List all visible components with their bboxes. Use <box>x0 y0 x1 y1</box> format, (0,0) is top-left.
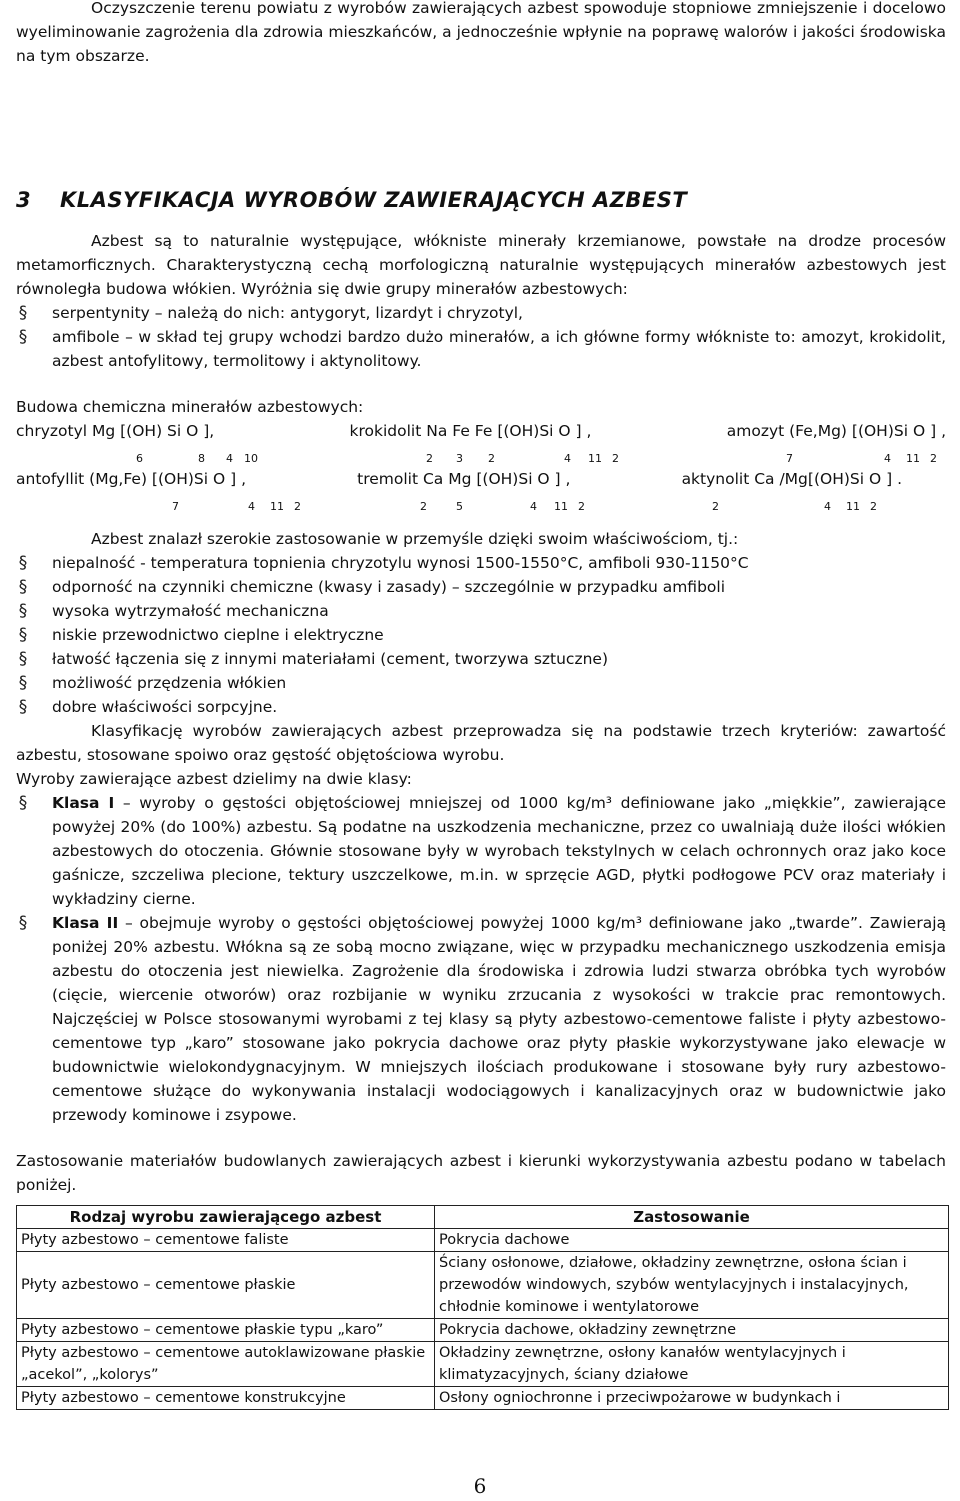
list-item: § łatwość łączenia się z innymi materiałami (cement, tworzywa sztuczne) <box>16 647 946 671</box>
class-2-text: – obejmuje wyroby o gęstości objętościowej powyżej 1000 kg/m³ definiowane jako „twarde”. Zawierają poniżej 20% azbestu. Włókna są ze sobą mocno związane, więc w przypadku mechanicznego uszkodzenia emisja azbestu do otoczenia jest niewielka. Zagrożenie dla środowiska i zdrowia ludzi stwarza obróbka tych wyrobów (cięcie, wiercenie otworów) oraz rozbijanie w wyniku zrzucania z wysokości w trakcie prac remontowych. Najczęściej w Polsce stosowanymi wyrobami z tej klasy są płyty azbestowo-cementowe faliste i płyty azbestowo-cementowe typ „karo” stosowane jako pokrycia dachowe oraz płyty płaskie wykorzystywane jako elewacje w budownictwie wielokondygnacyjnym. W mniejszych ilościach produkowane i stosowane były rury azbestowo-cementowe służące do wykonywania instalacji wodociągowych i kanalizacyjnych oraz w budownictwie jako przewody kominowe i zsypowe. <box>52 914 947 1124</box>
formula-actinolite: aktynolit Ca /Mg[(OH)Si O ] . <box>681 470 902 488</box>
mineral-groups-list <box>16 301 946 373</box>
bullet-icon: § <box>18 553 28 573</box>
bullet-icon: § <box>18 697 28 717</box>
chemical-structure-heading: Budowa chemiczna minerałów azbestowych: <box>16 398 364 416</box>
bullet-icon: § <box>18 793 28 813</box>
class-1-label: Klasa I <box>52 794 115 812</box>
table-row: Płyty azbestowo – cementowe płaskie Ściany osłonowe, działowe, okładziny zewnętrzne, osłona ścian i przewodów windowych, szybów wentylacyjnych i instalacyjnych, chłodnie kominowe i wentylatorowe <box>17 1252 949 1319</box>
section-title: KLASYFIKACJA WYROBÓW ZAWIERAJĄCYCH AZBEST <box>60 188 688 212</box>
uses-intro: Azbest znalazł szerokie zastosowanie w przemyśle dzięki swoim właściwościom, tj.: <box>91 530 739 548</box>
list-item: § amfibole – w skład tej grupy wchodzi bardzo dużo minerałów, a ich główne formy włókniste to: amozyt, krokidolit, azbest antofylitowy, termolitowy i aktynolitowy. <box>16 325 946 373</box>
formula-line-1 <box>16 419 946 443</box>
bullet-icon: § <box>18 913 28 933</box>
bullet-icon: § <box>18 673 28 693</box>
column-header-product: Rodzaj wyrobu zawierającego azbest <box>17 1206 435 1229</box>
table-row: Płyty azbestowo – cementowe faliste Pokrycia dachowe <box>17 1229 949 1252</box>
list-item: § dobre właściwości sorpcyjne. <box>16 695 946 719</box>
table-row: Płyty azbestowo – cementowe autoklawizowane płaskie „acekol”, „kolorys” Okładziny zewnętrzne, osłony kanałów wentylacyjnych i klimatyzacyjnych, ściany działowe <box>17 1342 949 1387</box>
table-row: Płyty azbestowo – cementowe konstrukcyjne Osłony ogniochronne i przeciwpożarowe w budynkach i <box>17 1387 949 1410</box>
asbestos-products-table <box>16 1205 949 1410</box>
class-1-text: – wyroby o gęstości objętościowej mniejszej od 1000 kg/m³ definiowane jako „miękkie”, zawierające powyżej 20% (do 100%) azbestu. Są podatne na uszkodzenia mechaniczne, przez co uwalniają duże ilości włókien azbestowych do otoczenia. Głównie stosowane były w wyrobach tekstylnych w celach ochronnych oraz jako koce gaśnicze, szczeliwa plecione, tektury uszczelkowe, m.in. w sprzęcie AGD, płytki podłogowe PCV oraz materiały i wykładziny cierne. <box>52 794 946 908</box>
classes-list <box>16 791 946 1127</box>
formula-anthophyllite: antofyllit (Mg,Fe) [(OH)Si O ] , <box>16 470 247 488</box>
intro-paragraph: Oczyszczenie terenu powiatu z wyrobów zawierających azbest spowoduje stopniowe zmniejszenie i docelowo wyeliminowanie zagrożenia dla zdrowia mieszkańców, a jednocześnie wpłynie na poprawę walorów i jakości środowiska na tym obszarze. <box>16 0 946 65</box>
list-item: § możliwość przędzenia włókien <box>16 671 946 695</box>
class-1-item <box>16 791 946 911</box>
list-item: § niskie przewodnictwo cieplne i elektryczne <box>16 623 946 647</box>
section-heading <box>16 185 946 215</box>
page-number: 6 <box>473 1474 487 1498</box>
formula-chrysotile: chryzotyl Mg [(OH) Si O ], <box>16 422 215 440</box>
formula-tremolite: tremolit Ca Mg [(OH)Si O ] , <box>357 470 571 488</box>
bullet-icon: § <box>18 601 28 621</box>
bullet-icon: § <box>18 649 28 669</box>
list-item: § wysoka wytrzymałość mechaniczna <box>16 599 946 623</box>
table-intro: Zastosowanie materiałów budowlanych zawierających azbest i kierunki wykorzystywania azbestu podano w tabelach poniżej. <box>16 1152 946 1194</box>
bullet-icon: § <box>18 327 28 347</box>
classes-intro: Wyroby zawierające azbest dzielimy na dwie klasy: <box>16 770 412 788</box>
column-header-application: Zastosowanie <box>435 1206 949 1229</box>
formula-subscripts-1: 6 8 4 10 2 3 2 4 11 2 7 4 11 2 <box>136 452 937 465</box>
bullet-icon: § <box>18 303 28 323</box>
list-item: § odporność na czynniki chemiczne (kwasy i zasady) – szczególnie w przypadku amfiboli <box>16 575 946 599</box>
table-row: Płyty azbestowo – cementowe płaskie typu „karo” Pokrycia dachowe, okładziny zewnętrzne <box>17 1319 949 1342</box>
bullet-icon: § <box>18 577 28 597</box>
bullet-icon: § <box>18 625 28 645</box>
formula-line-2 <box>16 467 946 491</box>
document-page <box>16 0 946 1410</box>
formula-crocidolite: krokidolit Na Fe Fe [(OH)Si O ] , <box>349 422 592 440</box>
section-number: 3 <box>16 188 32 212</box>
table-header-row <box>17 1206 949 1229</box>
formula-amosite: amozyt (Fe,Mg) [(OH)Si O ] , <box>726 422 946 440</box>
list-item: § niepalność - temperatura topnienia chryzotylu wynosi 1500-1550°C, amfiboli 930-1150°C <box>16 551 946 575</box>
list-item: § serpentynity – należą do nich: antygoryt, lizardyt i chryzotyl, <box>16 301 946 325</box>
formula-subscripts-2: 7 4 11 2 2 5 4 11 2 2 4 11 2 <box>172 500 877 513</box>
class-2-label: Klasa II <box>52 914 119 932</box>
classification-paragraph: Klasyfikację wyrobów zawierających azbest przeprowadza się na podstawie trzech kryteriów: zawartość azbestu, stosowane spoiwo oraz gęstość objętościowa wyrobu. <box>16 722 946 764</box>
asbestos-definition-paragraph: Azbest są to naturalnie występujące, włókniste minerały krzemianowe, powstałe na drodze procesów metamorficznych. Charakterystyczną cechą morfologiczną naturalnie występujących minerałów azbestowych jest równoległa budowa włókien. Wyróżnia się dwie grupy minerałów azbestowych: <box>16 232 946 298</box>
properties-list <box>16 551 946 719</box>
class-2-item <box>16 911 946 1127</box>
